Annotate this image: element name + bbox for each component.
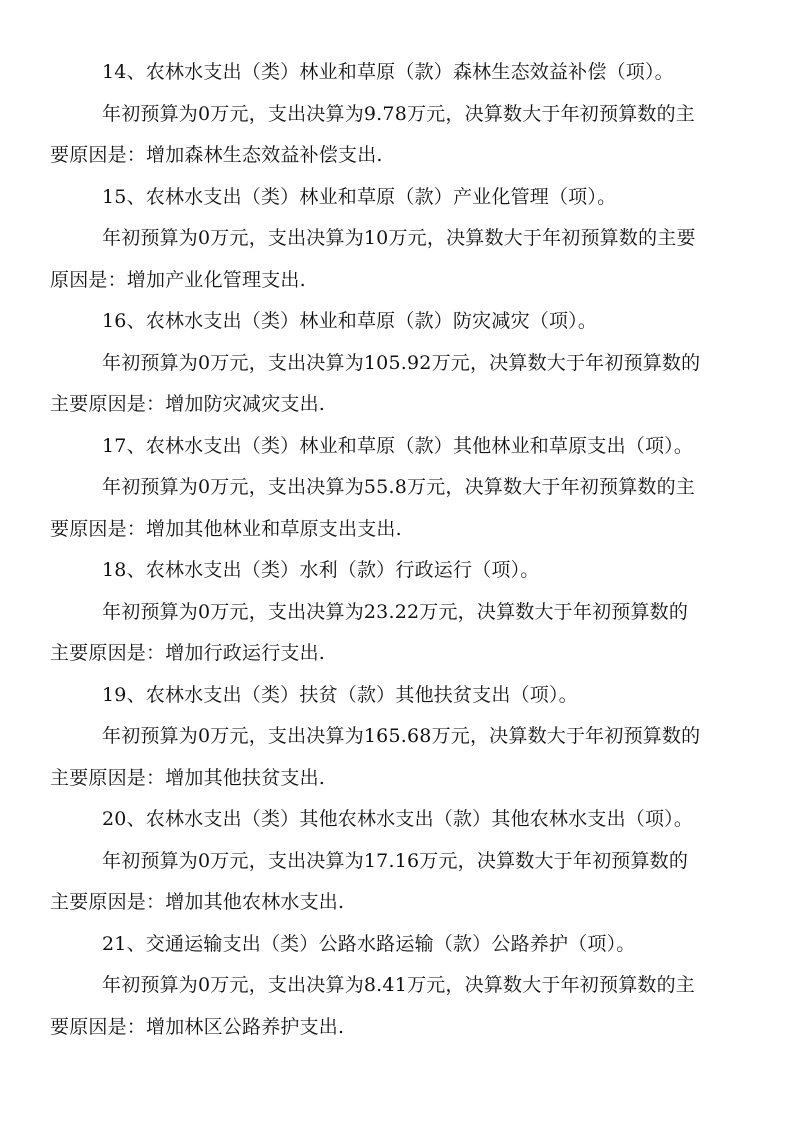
item-heading: 20、农林水支出（类）其他农林水支出（款）其他农林水支出（项）。 [102,808,694,830]
item-heading: 15、农林水支出（类）林业和草原（款）产业化管理（项）。 [102,185,617,208]
budget-item-21 [50,924,750,1049]
item-body-line: 要原因是：增加林区公路养护支出. [50,1015,345,1038]
item-body-line: 主要原因是：增加行政运行支出. [50,642,326,664]
budget-item-17 [50,426,750,551]
item-body-line: 年初预算为0万元，支出决算为17.16万元，决算数大于年初预算数的 [102,849,689,872]
item-heading: 17、农林水支出（类）林业和草原（款）其他林业和草原支出（项）。 [102,434,694,457]
item-body-line: 年初预算为0万元，支出决算为165.68万元，决算数大于年初预算数的 [102,725,701,747]
item-heading: 14、农林水支出（类）林业和草原（款）森林生态效益补偿（项）。 [102,61,674,83]
item-body-line: 年初预算为0万元，支出决算为23.22万元，决算数大于年初预算数的 [102,600,689,623]
budget-item-18 [50,550,750,675]
document-body [50,52,750,1048]
item-body-line: 年初预算为0万元，支出决算为55.8万元，决算数大于年初预算数的主 [102,476,695,498]
item-heading: 21、交通运输支出（类）公路水路运输（款）公路养护（项）。 [102,932,636,955]
budget-item-19 [50,675,750,800]
budget-item-20 [50,799,750,924]
item-body-line: 原因是：增加产业化管理支出. [50,268,306,291]
budget-item-16 [50,301,750,426]
item-body-line: 主要原因是：增加防灾减灾支出. [50,393,326,415]
budget-item-15 [50,177,750,302]
item-body-line: 年初预算为0万元，支出决算为9.78万元，决算数大于年初预算数的主 [102,102,695,125]
item-heading: 18、农林水支出（类）水利（款）行政运行（项）。 [102,559,540,581]
budget-item-14 [50,52,750,177]
item-body-line: 年初预算为0万元，支出决算为10万元，决算数大于年初预算数的主要 [102,227,696,249]
item-heading: 19、农林水支出（类）扶贫（款）其他扶贫支出（项）。 [102,683,578,706]
item-body-line: 主要原因是：增加其他农林水支出. [50,891,345,913]
item-body-line: 年初预算为0万元，支出决算为8.41万元，决算数大于年初预算数的主 [102,974,695,996]
item-heading: 16、农林水支出（类）林业和草原（款）防灾减灾（项）。 [102,310,598,332]
item-body-line: 要原因是：增加森林生态效益补偿支出. [50,144,383,166]
item-body-line: 主要原因是：增加其他扶贫支出. [50,766,326,789]
item-body-line: 要原因是：增加其他林业和草原支出支出. [50,517,402,540]
item-body-line: 年初预算为0万元，支出决算为105.92万元，决算数大于年初预算数的 [102,351,701,374]
